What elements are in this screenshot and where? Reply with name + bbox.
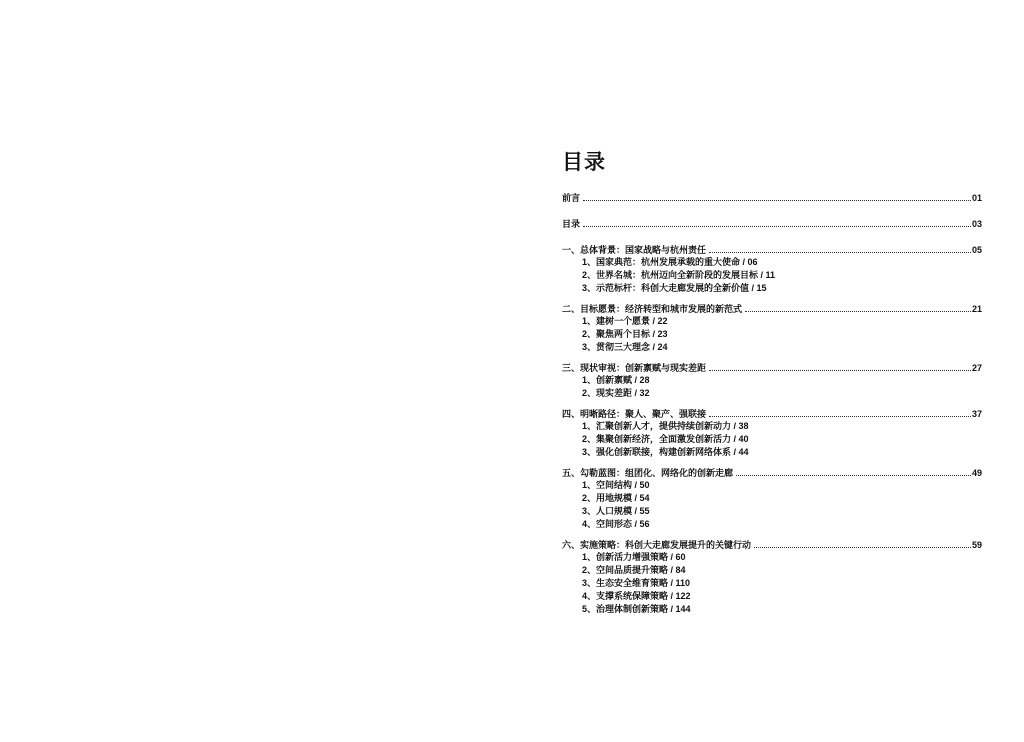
- toc-entry-label: 前言: [562, 193, 581, 203]
- toc-sub-item[interactable]: 1、空间结构 / 50: [582, 480, 650, 490]
- toc-section-heading[interactable]: [562, 362, 982, 374]
- toc-sub-item[interactable]: 1、建树一个愿景 / 22: [582, 316, 668, 326]
- toc-sub-item[interactable]: 5、治理体制创新策略 / 144: [582, 604, 691, 614]
- toc-section-page: 37: [971, 409, 982, 419]
- toc-sub-item[interactable]: 2、现实差距 / 32: [582, 388, 650, 398]
- toc-sub-item[interactable]: 3、强化创新联接，构建创新网络体系 / 44: [582, 447, 749, 457]
- toc-sub-item[interactable]: 4、空间形态 / 56: [582, 519, 650, 529]
- toc-sub-item[interactable]: 1、汇聚创新人才，提供持续创新动力 / 38: [582, 421, 749, 431]
- dot-leader: [709, 416, 971, 417]
- toc-section-4: [562, 408, 982, 459]
- toc-entry-page: 01: [971, 193, 982, 203]
- toc-section-page: 27: [971, 363, 982, 373]
- toc-sub-item[interactable]: 4、支撑系统保障策略 / 122: [582, 591, 691, 601]
- toc-sub-item[interactable]: 2、世界名城：杭州迈向全新阶段的发展目标 / 11: [582, 270, 776, 280]
- toc-section-page: 05: [971, 245, 982, 255]
- toc-section-heading[interactable]: [562, 244, 982, 256]
- toc-sub-item[interactable]: 3、生态安全维育策略 / 110: [582, 578, 691, 588]
- dot-leader: [709, 252, 971, 253]
- page-title: 目录: [562, 151, 606, 174]
- toc-section-6: [562, 539, 982, 616]
- dot-leader: [745, 311, 971, 312]
- table-of-contents: [562, 146, 982, 624]
- toc-entry-label: 目录: [562, 219, 581, 229]
- dot-leader: [583, 226, 971, 227]
- dot-leader: [709, 370, 971, 371]
- toc-sub-item[interactable]: 2、用地规模 / 54: [582, 493, 650, 503]
- toc-section-label: 三、现状审视：创新禀赋与现实差距: [562, 363, 707, 373]
- toc-section-heading[interactable]: [562, 303, 982, 315]
- toc-section-label: 二、目标愿景：经济转型和城市发展的新范式: [562, 304, 743, 314]
- toc-sub-item[interactable]: 1、创新活力增强策略 / 60: [582, 552, 686, 562]
- toc-section-page: 59: [971, 540, 982, 550]
- toc-entry-preface[interactable]: [562, 192, 982, 204]
- toc-sub-item[interactable]: 2、集聚创新经济，全面激发创新活力 / 40: [582, 434, 749, 444]
- toc-section-page: 21: [971, 304, 982, 314]
- toc-sub-item[interactable]: 2、聚焦两个目标 / 23: [582, 329, 668, 339]
- toc-sub-item[interactable]: 1、国家典范：杭州发展承载的重大使命 / 06: [582, 257, 758, 267]
- toc-section-label: 四、明晰路径：聚人、聚产、强联接: [562, 409, 707, 419]
- toc-section-label: 五、勾勒蓝图：组团化、网络化的创新走廊: [562, 468, 734, 478]
- toc-section-heading[interactable]: [562, 539, 982, 551]
- dot-leader: [754, 547, 971, 548]
- toc-section-2: [562, 303, 982, 354]
- toc-sub-item[interactable]: 3、贯彻三大理念 / 24: [582, 342, 668, 352]
- toc-sub-item[interactable]: 2、空间品质提升策略 / 84: [582, 565, 686, 575]
- toc-sub-item[interactable]: 1、创新禀赋 / 28: [582, 375, 650, 385]
- dot-leader: [583, 200, 971, 201]
- toc-section-label: 一、总体背景：国家战略与杭州责任: [562, 245, 707, 255]
- toc-section-page: 49: [971, 468, 982, 478]
- dot-leader: [736, 475, 971, 476]
- toc-sub-item[interactable]: 3、人口规模 / 55: [582, 506, 650, 516]
- toc-section-1: [562, 244, 982, 295]
- toc-sub-item[interactable]: 3、示范标杆：科创大走廊发展的全新价值 / 15: [582, 283, 767, 293]
- toc-section-heading[interactable]: [562, 408, 982, 420]
- toc-section-3: [562, 362, 982, 400]
- toc-section-5: [562, 467, 982, 531]
- toc-entry-contents[interactable]: [562, 218, 982, 230]
- toc-section-heading[interactable]: [562, 467, 982, 479]
- toc-entry-page: 03: [971, 219, 982, 229]
- toc-section-label: 六、实施策略：科创大走廊发展提升的关键行动: [562, 540, 752, 550]
